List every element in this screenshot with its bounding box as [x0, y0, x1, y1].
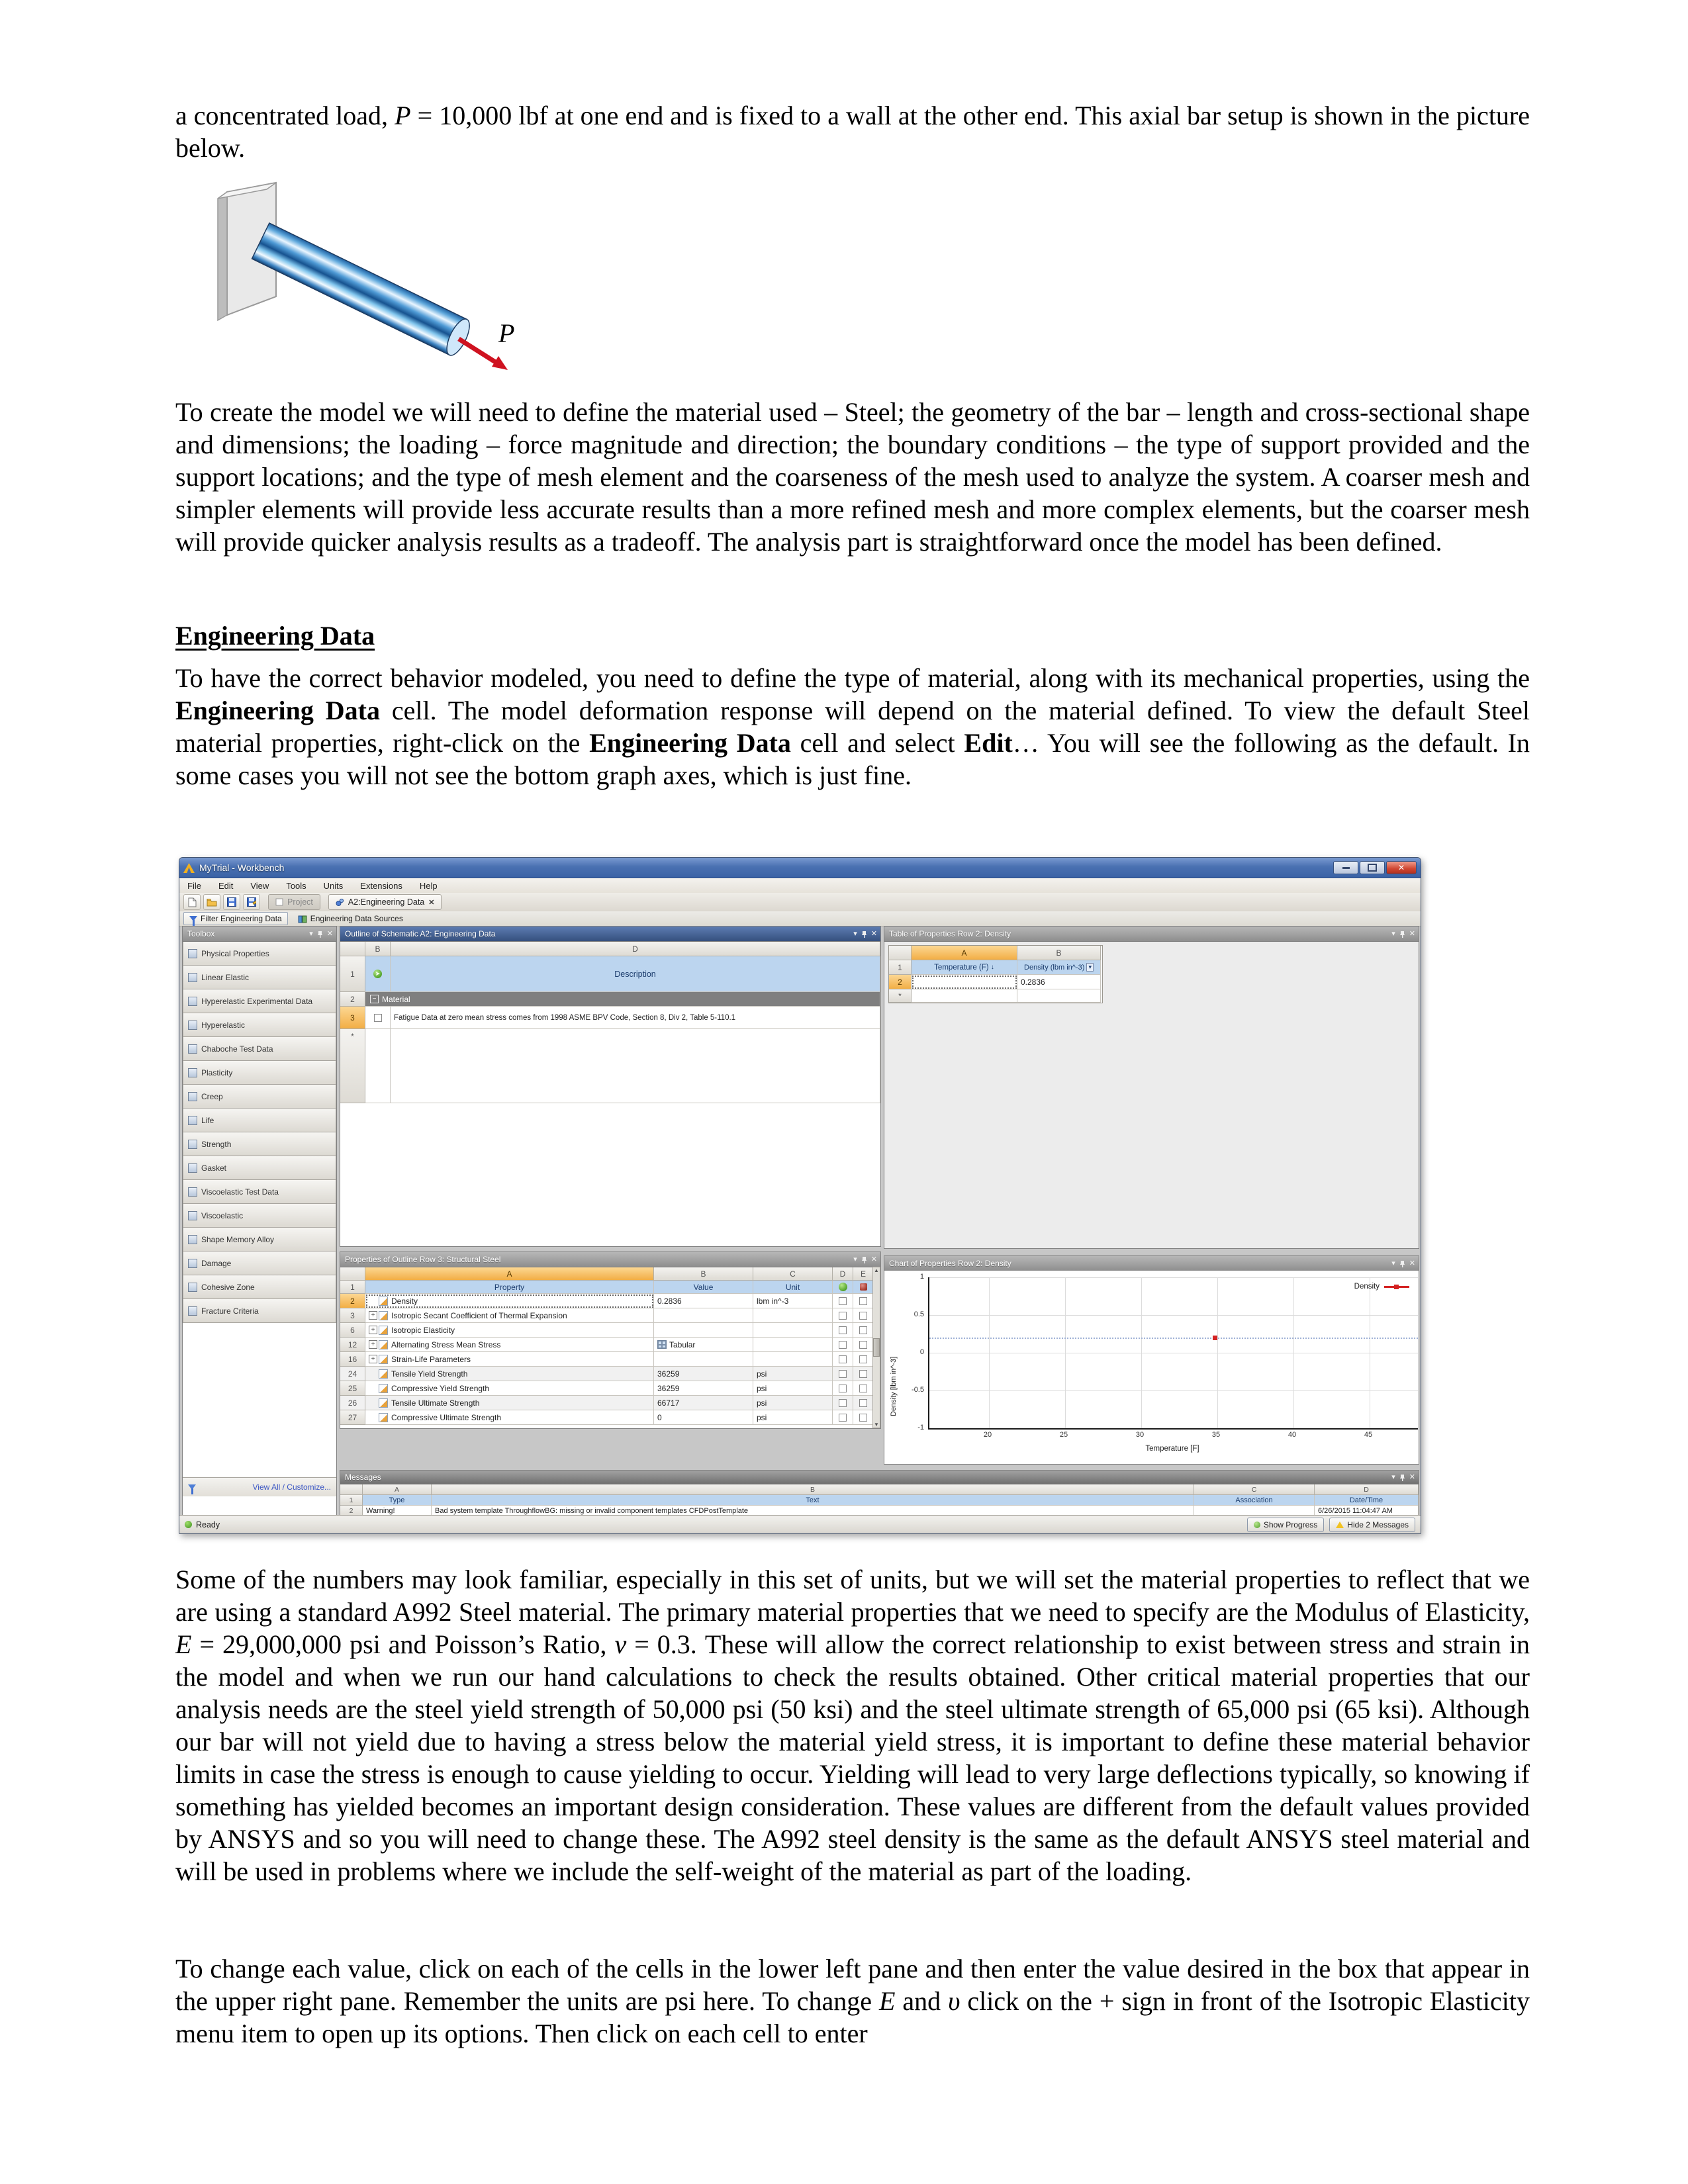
menu-bar: [179, 878, 1421, 893]
category-icon: [188, 1068, 197, 1077]
open-button[interactable]: [203, 894, 220, 910]
legend-marker: [1384, 1286, 1409, 1288]
toolbox-item-fracture-criteria[interactable]: Fracture Criteria: [183, 1299, 336, 1323]
grid-column-headers: A B: [889, 946, 1102, 960]
category-icon: [188, 1092, 197, 1101]
property-icon: [379, 1398, 388, 1408]
menu-extensions[interactable]: Extensions: [360, 880, 402, 891]
pin-icon[interactable]: [318, 931, 322, 938]
toolbox-item-linear-elastic[interactable]: Linear Elastic: [183, 966, 336, 989]
book-icon: [298, 915, 307, 923]
tab-engineering-data[interactable]: A2:Engineering Data ✕: [328, 894, 442, 910]
tab-project[interactable]: Project: [268, 894, 320, 910]
property-icon: [379, 1340, 388, 1349]
pane-menu-icon[interactable]: ▾: [1391, 1259, 1395, 1267]
outline-pane: [340, 926, 881, 1247]
toolbox-item-creep[interactable]: Creep: [183, 1085, 336, 1109]
properties-pane: [340, 1251, 881, 1429]
checkbox[interactable]: [839, 1385, 847, 1392]
outline-title: Outline of Schematic A2: Engineering Data: [345, 929, 496, 938]
properties-scrollbar[interactable]: [872, 1267, 880, 1428]
category-icon: [188, 1163, 197, 1173]
hide-messages-button[interactable]: Hide 2 Messages: [1329, 1518, 1415, 1532]
density-value-row[interactable]: 2 0.2836: [889, 975, 1102, 989]
menu-file[interactable]: File: [187, 880, 201, 891]
messages-label-row: 1 Type Text Association Date/Time: [340, 1495, 1419, 1506]
properties-title: Properties of Outline Row 3: Structural Steel: [345, 1255, 501, 1264]
open-folder-icon: [207, 898, 217, 907]
property-icon: [379, 1297, 388, 1306]
properties-column-headers: A B C D E: [340, 1267, 880, 1281]
properties-header: [340, 1252, 880, 1267]
legend-label: Density: [1354, 1283, 1380, 1291]
warning-icon: [1336, 1522, 1344, 1528]
save-button[interactable]: [223, 894, 240, 910]
pane-menu-icon[interactable]: ▾: [1391, 1473, 1395, 1481]
show-progress-button[interactable]: Show Progress: [1247, 1518, 1324, 1532]
x-tick: 40: [1288, 1431, 1297, 1439]
pane-close-icon[interactable]: ✕: [1409, 929, 1415, 938]
dropdown-icon[interactable]: ▾: [1086, 963, 1094, 972]
property-icon: [379, 1311, 388, 1320]
y-tick: 0: [919, 1348, 924, 1356]
property-row-density[interactable]: 2 Density 0.2836 lbm in^-3: [340, 1294, 880, 1308]
sort-icon: ↓: [990, 964, 994, 971]
category-icon: [188, 1187, 197, 1197]
category-icon: [188, 997, 197, 1006]
chart-pane: [884, 1255, 1419, 1465]
toolbox-item-hyperelastic[interactable]: Hyperelastic: [183, 1013, 336, 1037]
menu-help[interactable]: Help: [419, 880, 438, 891]
pane-menu-icon[interactable]: ▾: [853, 1255, 857, 1263]
property-icon: [379, 1326, 388, 1335]
section-heading: Engineering Data: [175, 621, 375, 651]
checkbox[interactable]: [839, 1370, 847, 1378]
expand-icon[interactable]: [369, 1340, 377, 1349]
density-data-point: [1213, 1336, 1217, 1340]
toolbox-header: [183, 927, 336, 942]
pane-menu-icon[interactable]: ▾: [309, 929, 313, 938]
toolbox-title: Toolbox: [187, 929, 215, 938]
menu-edit[interactable]: Edit: [218, 880, 234, 891]
axial-bar: [252, 223, 474, 359]
checkbox[interactable]: [859, 1414, 867, 1422]
checkbox[interactable]: [859, 1326, 867, 1334]
category-icon: [188, 1116, 197, 1125]
toolbox-item-hyperelastic-experimental-data[interactable]: Hyperelastic Experimental Data: [183, 989, 336, 1013]
density-chart: [884, 1271, 1419, 1464]
y-axis-label: Density [lbm in^-3]: [890, 1356, 898, 1416]
paragraph-engineering-data: To have the correct behavior modeled, you need to define the type of material, along with its mechanical properties, using the Engineering Data cell. The model deformation response will depend on the material defined. To view the default Steel material properties, right-click on the Engineering Data cell and select Edit… You will see the following as the default. In some cases you will not see the bottom graph axes, which is just fine.: [175, 663, 1530, 790]
window-titlebar[interactable]: [179, 858, 1421, 878]
project-icon: [275, 898, 283, 906]
outline-row-description[interactable]: 1 ➤ Description: [340, 956, 880, 992]
refresh-icon: ➤: [373, 970, 382, 978]
scroll-down-icon[interactable]: ▼: [874, 1422, 879, 1428]
messages-header: [340, 1471, 1419, 1484]
tab-close-icon[interactable]: ✕: [428, 898, 435, 907]
checkbox[interactable]: [859, 1341, 867, 1349]
x-tick: 30: [1135, 1431, 1145, 1439]
checkbox[interactable]: [839, 1341, 847, 1349]
table-of-properties-pane: [884, 926, 1419, 1249]
property-icon: [379, 1369, 388, 1379]
expand-icon[interactable]: [369, 1326, 377, 1334]
category-icon: [188, 973, 197, 982]
x-tick: 35: [1211, 1431, 1221, 1439]
property-row-thermal-expansion[interactable]: 3 + Isotropic Secant Coefficient of Thermal Expansion: [340, 1308, 880, 1323]
pin-icon[interactable]: [862, 1256, 867, 1263]
status-ready-text: Ready: [196, 1520, 220, 1529]
window-title: MyTrial - Workbench: [199, 862, 285, 873]
checkbox[interactable]: [839, 1399, 847, 1407]
suppress-checkbox[interactable]: [374, 1014, 382, 1022]
scroll-up-icon[interactable]: ▲: [874, 1267, 879, 1273]
checkbox[interactable]: [859, 1399, 867, 1407]
collapse-icon[interactable]: [370, 995, 379, 1003]
refresh-icon: [839, 1283, 847, 1291]
y-tick: -1: [917, 1424, 924, 1432]
plot-area: [928, 1277, 1418, 1430]
x-tick: 45: [1364, 1431, 1373, 1439]
delete-icon: [860, 1283, 867, 1291]
y-tick: -0.5: [912, 1386, 924, 1394]
menu-tools[interactable]: Tools: [286, 880, 306, 891]
property-row-strain-life[interactable]: 16 + Strain-Life Parameters: [340, 1352, 880, 1367]
messages-pane: [340, 1470, 1419, 1516]
ansys-logo-icon: [183, 863, 195, 873]
x-tick: 20: [983, 1431, 992, 1439]
toolbox-item-life[interactable]: Life: [183, 1109, 336, 1132]
pane-close-icon[interactable]: ✕: [870, 929, 877, 938]
checkbox[interactable]: [839, 1326, 847, 1334]
outline-row-new[interactable]: *: [340, 1029, 880, 1103]
checkbox[interactable]: [839, 1297, 847, 1305]
toolbox-item-viscoelastic-test-data[interactable]: Viscoelastic Test Data: [183, 1180, 336, 1204]
toolbox-item-viscoelastic[interactable]: Viscoelastic: [183, 1204, 336, 1228]
toolbox-item-chaboche-test-data[interactable]: Chaboche Test Data: [183, 1037, 336, 1061]
pin-icon[interactable]: [1400, 1474, 1405, 1481]
menu-view[interactable]: View: [250, 880, 269, 891]
checkbox[interactable]: [839, 1355, 847, 1363]
checkbox[interactable]: [839, 1312, 847, 1320]
toolbox-item-plasticity[interactable]: Plasticity: [183, 1061, 336, 1085]
property-row-compressive-ultimate[interactable]: 27 Compressive Ultimate Strength 0 psi: [340, 1410, 880, 1425]
pin-icon[interactable]: [862, 931, 867, 938]
toolbox-item-damage[interactable]: Damage: [183, 1251, 336, 1275]
pin-icon[interactable]: [1400, 1260, 1405, 1267]
tabular-icon: [657, 1340, 667, 1349]
temperature-cell[interactable]: [912, 975, 1017, 989]
property-icon: [379, 1355, 388, 1364]
save-as-button[interactable]: [243, 894, 260, 910]
category-icon: [188, 1044, 197, 1054]
category-icon: [188, 1211, 197, 1220]
y-tick: 0.5: [914, 1310, 924, 1318]
checkbox[interactable]: [859, 1370, 867, 1378]
new-file-icon: [188, 897, 197, 907]
menu-units[interactable]: Units: [323, 880, 344, 891]
maximize-button[interactable]: [1360, 861, 1385, 874]
category-icon: [188, 1306, 197, 1316]
x-tick: 25: [1059, 1431, 1068, 1439]
property-row-alternating-stress[interactable]: 12 + Alternating Stress Mean Stress Tabular: [340, 1338, 880, 1352]
paragraph-change-values: To change each value, click on each of the cells in the lower left pane and then enter the value desired in the box that appear in the upper right pane. Remember the units are psi here. To change E and υ click on the + sign in front of the Isotropic Elasticity menu item to open up its options. Then click on each cell to enter: [175, 1954, 1530, 2048]
status-bar: [179, 1515, 1421, 1533]
paragraph-intro: a concentrated load, P = 10,000 lbf at one end and is fixed to a wall at the other end. This axial bar setup is shown in the picture below.: [175, 101, 1530, 163]
property-icon: [379, 1384, 388, 1393]
chart-legend: [1354, 1283, 1409, 1291]
checkbox[interactable]: [859, 1312, 867, 1320]
property-icon: [379, 1413, 388, 1422]
properties-label-row: 1 Property Value Unit: [340, 1281, 880, 1294]
filter-icon: [188, 1484, 196, 1490]
property-row-tensile-ultimate[interactable]: 26 Tensile Ultimate Strength 66717 psi: [340, 1396, 880, 1410]
property-row-tensile-yield[interactable]: 24 Tensile Yield Strength 36259 psi: [340, 1367, 880, 1381]
chart-header: [884, 1256, 1419, 1271]
save-icon: [227, 897, 236, 907]
engineering-data-sources-button[interactable]: Engineering Data Sources: [292, 912, 409, 925]
table-of-properties-title: Table of Properties Row 2: Density: [889, 929, 1011, 938]
category-icon: [188, 1140, 197, 1149]
property-row-isotropic-elasticity[interactable]: 6 + Isotropic Elasticity: [340, 1323, 880, 1338]
toolbox-item-gasket[interactable]: Gasket: [183, 1156, 336, 1180]
progress-icon: [1254, 1522, 1260, 1528]
axial-bar-figure: [189, 173, 533, 382]
category-icon: [188, 1283, 197, 1292]
density-value-cell[interactable]: 0.2836: [1017, 975, 1101, 989]
category-icon: [188, 1235, 197, 1244]
category-icon: [188, 949, 197, 958]
outline-header: [340, 927, 880, 942]
funnel-icon: [189, 916, 197, 921]
category-icon: [188, 1259, 197, 1268]
paragraph-model: To create the model we will need to define the material used – Steel; the geometry of the bar – length and cross-sectional shape and dimensions; the loading – force magnitude and direction; the boundary conditions – the type of support provided and the support locations; and the type of mesh element and the coarseness of the mesh used to analyze the system. A coarser mesh and simpler elements will provide less accurate results than a more refined mesh and more complex elements, but the coarser mesh will provide quicker analysis results as a tradeoff. The analysis part is straightforward once the model has been defined.: [175, 397, 1530, 557]
chart-title: Chart of Properties Row 2: Density: [889, 1259, 1011, 1268]
pane-close-icon[interactable]: ✕: [870, 1255, 877, 1263]
messages-title: Messages: [345, 1473, 381, 1482]
messages-column-headers: A B C D: [340, 1484, 1419, 1495]
outline-row-structural-steel[interactable]: 3 Fatigue Data at zero mean stress comes from 1998 ASME BPV Code, Section 8, Div 2, Table 5-110.1: [340, 1007, 880, 1029]
checkbox[interactable]: [859, 1385, 867, 1392]
grid-label-row: 1 Temperature (F) ↓ Density (lbm in^-3) ▾: [889, 960, 1102, 975]
toolbox-item-cohesive-zone[interactable]: Cohesive Zone: [183, 1275, 336, 1299]
outline-column-headers: B D: [340, 942, 880, 956]
toolbox-item-strength[interactable]: Strength: [183, 1132, 336, 1156]
new-file-button[interactable]: [183, 894, 201, 910]
engineering-data-icon: [336, 898, 344, 907]
pin-icon[interactable]: [1400, 931, 1405, 938]
load-label: P: [498, 318, 515, 348]
toolbar: [179, 893, 1421, 912]
expand-icon[interactable]: [369, 1355, 377, 1363]
toolbox-footer: [183, 1477, 336, 1496]
checkbox[interactable]: [859, 1297, 867, 1305]
workbench-window: [179, 857, 1421, 1534]
paragraph-material-values: Some of the numbers may look familiar, especially in this set of units, but we will set the material properties to reflect that we are using a standard A992 Steel material. The primary material properties that we need to specify are the Modulus of Elasticity, E = 29,000,000 psi and Poisson’s Ratio, ν = 0.3. These will allow the correct relationship to exist between stress and strain in the model and when we run our hand calculations to check the results obtained. Other critical material properties that our analysis needs are the steel yield strength of 50,000 psi (50 ksi) and the steel ultimate strength of 65,000 psi (65 ksi). Although our bar will not yield due to having a stress below the material yield stress, it is important to define these material behavior limits in case the stress is enough to cause yielding to occur. Yielding will lead to very large deflections typically, so knowing if something has yielded becomes an important design consideration. These values are different from the default values provided by ANSYS and so you will need to change these. The A992 steel density is the same as the default ANSYS steel material and will be used in problems where we include the self-weight of the material as part of the loading.: [175, 1565, 1530, 1886]
pane-menu-icon[interactable]: ▾: [853, 929, 857, 938]
pane-menu-icon[interactable]: ▾: [1391, 929, 1395, 938]
category-icon: [188, 1021, 197, 1030]
checkbox[interactable]: [839, 1414, 847, 1422]
expand-icon[interactable]: [369, 1311, 377, 1320]
close-button[interactable]: ✕: [1386, 861, 1417, 874]
x-axis-label: Temperature [F]: [1145, 1445, 1199, 1453]
save-as-icon: [247, 897, 256, 907]
toolbox-item-physical-properties[interactable]: Physical Properties: [183, 942, 336, 966]
filter-row: [179, 911, 1421, 927]
density-reference-line: [929, 1338, 1418, 1339]
pane-close-icon[interactable]: ✕: [1409, 1259, 1415, 1267]
filter-engineering-data-button[interactable]: Filter Engineering Data: [183, 912, 288, 925]
new-row[interactable]: *: [889, 989, 1102, 1003]
minimize-button[interactable]: [1333, 861, 1358, 874]
checkbox[interactable]: [859, 1355, 867, 1363]
toolbox-pane: [182, 926, 337, 1516]
property-row-compressive-yield[interactable]: 25 Compressive Yield Strength 36259 psi: [340, 1381, 880, 1396]
table-of-properties-header: [884, 927, 1419, 942]
message-row-warning[interactable]: 2 Warning! Bad system template ThroughflowBG: missing or invalid component templates CFDPostTemplate 6/26/2015 11:04:47 AM: [340, 1506, 1419, 1516]
toolbox-item-shape-memory-alloy[interactable]: Shape Memory Alloy: [183, 1228, 336, 1251]
temperature-density-grid: [888, 945, 1103, 1003]
y-tick: 1: [919, 1273, 924, 1281]
pane-close-icon[interactable]: ✕: [326, 929, 333, 938]
ready-status-icon: [185, 1521, 192, 1528]
outline-row-material[interactable]: 2 − Material: [340, 992, 880, 1007]
view-all-customize-link[interactable]: View All / Customize...: [252, 1482, 331, 1492]
pane-close-icon[interactable]: ✕: [1409, 1473, 1415, 1481]
